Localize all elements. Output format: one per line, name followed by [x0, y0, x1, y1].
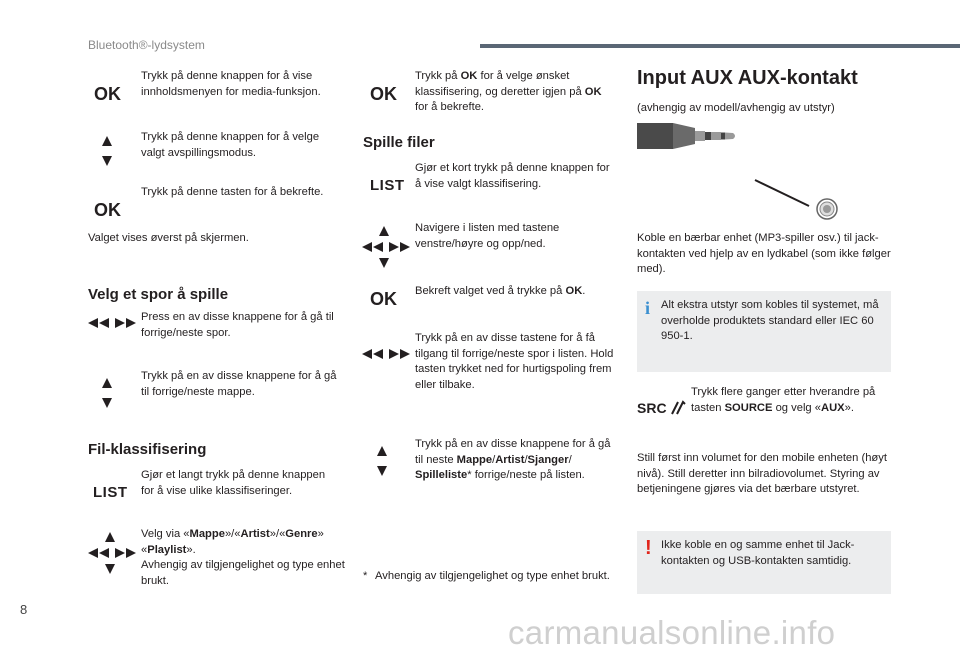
aux-heading: Input AUX AUX-kontakt	[637, 67, 858, 89]
navigate-description: Navigere i listen med tastene venstre/høyre og opp/ned.	[415, 222, 560, 250]
list-short-press-description: Gjør et kort trykk på denne knappen for å vise valgt klassifisering.	[415, 162, 610, 190]
selection-shown-text: Valget vises øverst på skjermen.	[88, 232, 249, 244]
confirm-description: Trykk på denne tasten for å bekrefte.	[141, 186, 324, 198]
connect-text: Koble en bærbar enhet (MP3-spiller osv.) til jack-kontakten ved hjelp av en lydkabel (som ikke følger med).	[637, 232, 891, 275]
source-button-icon: SRC	[637, 400, 687, 416]
footnote-mark: *	[363, 570, 368, 582]
confirm-ok-description: Bekreft valget ved å trykke på OK.	[415, 285, 586, 297]
ok-description: Trykk på denne knappen for å vise innholdsmenyen for media-funksjon.	[141, 70, 321, 98]
updown-description: Trykk på denne knappen for å velge valgt avspillingsmodus.	[141, 131, 320, 159]
up-down-arrows-icon	[102, 378, 112, 408]
warning-icon: !	[645, 537, 652, 559]
ok-icon: OK	[94, 200, 121, 220]
skip-description: Trykk på en av disse tastene for å få tilgang til forrige/neste spor i listen. Hold tasten trykket ned for hurtigspoling frem eller tilbake.	[415, 332, 614, 391]
list-icon: LIST	[370, 177, 405, 194]
footnote: Avhengig av tilgjengelighet og type enhet brukt.	[375, 570, 610, 582]
ok-icon: OK	[94, 84, 121, 104]
section-heading-track: Velg et spor å spille	[88, 286, 229, 303]
ok-icon: OK	[370, 289, 397, 309]
prev-next-arrows-icon	[362, 349, 410, 359]
watermark: carmanualsonline.info	[508, 614, 836, 651]
ok-select-description: Trykk på OK for å velge ønsket klassifisering, og deretter igjen på OK for å bekrefte.	[415, 70, 602, 113]
folder-skip-description: Trykk på en av disse knappene for å gå til neste Mappe/Artist/Sjanger/ Spilleliste* forrige/neste på listen.	[415, 438, 611, 481]
section-heading-filter: Fil-klassifisering	[88, 441, 207, 458]
warning-text: Ikke koble en og samme enhet til Jack-kontakten og USB-kontakten samtidig.	[661, 539, 855, 567]
track-lr-description: Press en av disse knappene for å gå til forrige/neste spor.	[141, 311, 334, 339]
volume-text: Still først inn volumet for den mobile enheten (høyt nivå). Still deretter inn bilradiovolumet. Styring av betjeningene gjøres via det bærbare utstyret.	[637, 452, 887, 495]
list-long-press-description: Gjør et langt trykk på denne knappen for å vise ulike klassifiseringer.	[141, 469, 326, 497]
header-bar	[480, 44, 960, 48]
source-description: Trykk flere ganger etter hverandre på tasten SOURCE og velg «AUX».	[691, 386, 876, 414]
info-text: Alt ekstra utstyr som kobles til systemet, må overholde produktets standard eller IEC 60 950-1.	[661, 299, 879, 342]
info-icon: i	[645, 298, 651, 318]
page-number: 8	[20, 602, 28, 617]
four-way-arrows-icon	[362, 226, 406, 268]
section-header: Bluetooth®-lydsystem	[88, 38, 205, 52]
four-way-arrows-icon	[88, 532, 132, 574]
jack-cable-illustration	[637, 120, 847, 225]
up-down-arrows-icon	[377, 446, 387, 476]
section-heading-play: Spille filer	[363, 134, 435, 151]
ok-icon: OK	[370, 84, 397, 104]
track-ud-description: Trykk på en av disse knappene for å gå til forrige/neste mappe.	[141, 370, 337, 398]
classification-options-text: Velg via «Mappe»/«Artist»/«Genre» «Playlist». Avhengig av tilgjengelighet og type enhet brukt.	[141, 528, 345, 587]
list-icon: LIST	[93, 484, 128, 501]
warning-box	[637, 531, 891, 594]
aux-subtitle: (avhengig av modell/avhengig av utstyr)	[637, 102, 835, 114]
up-down-arrows-icon	[102, 136, 112, 166]
prev-next-arrows-icon	[88, 318, 136, 328]
info-box	[637, 291, 891, 372]
